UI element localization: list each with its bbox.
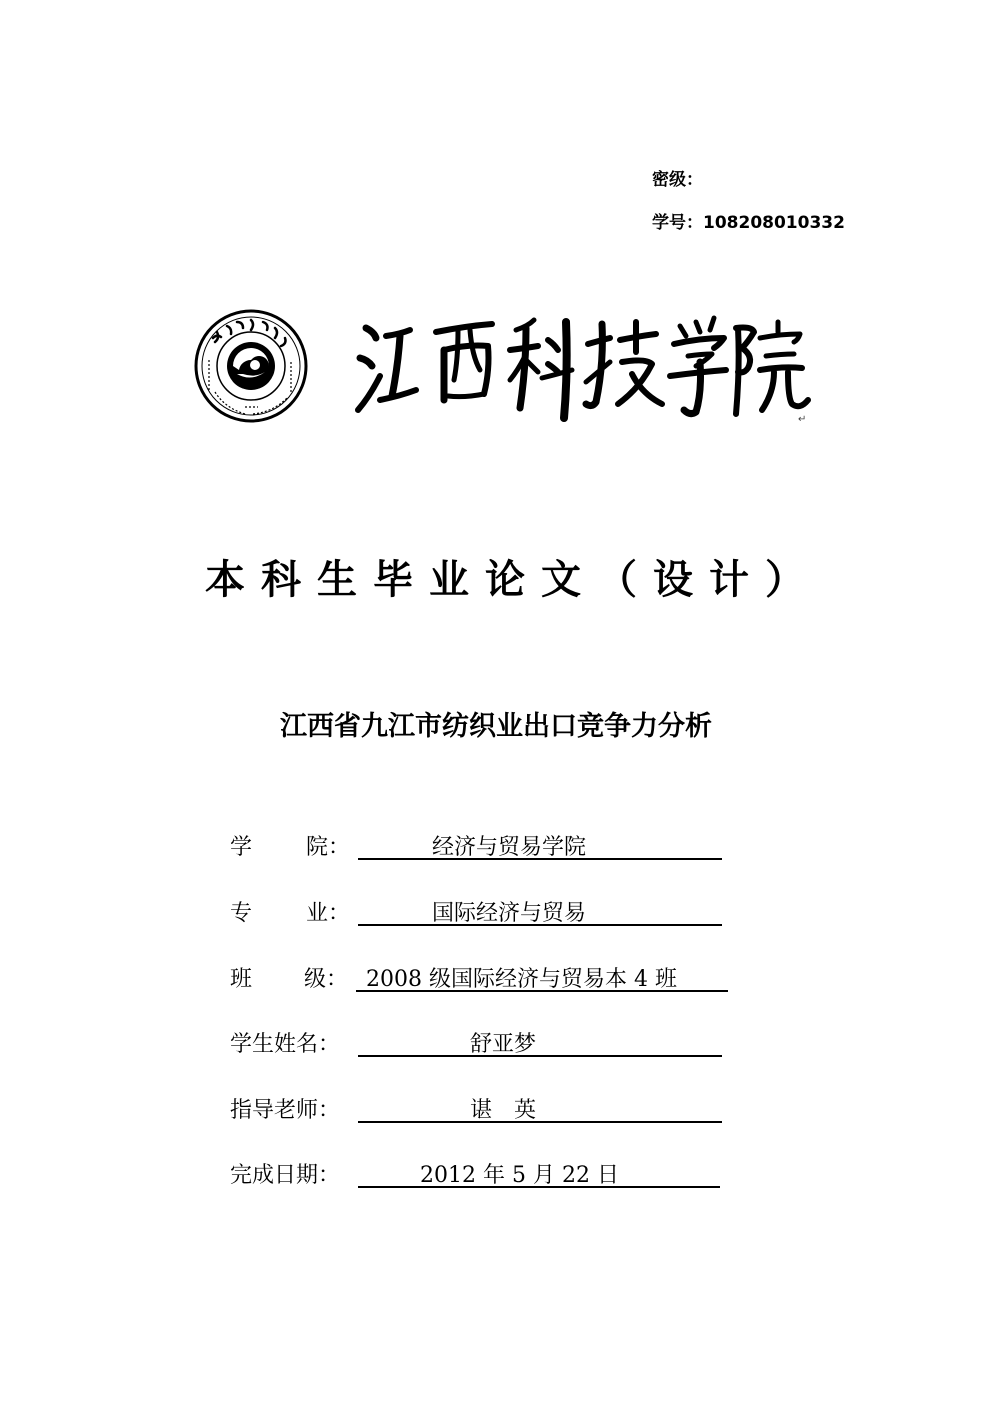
major-value: 国际经济与贸易 [432, 901, 587, 926]
class-value-field [356, 962, 728, 992]
info-row-class [230, 962, 730, 996]
info-row-college [230, 830, 730, 864]
student-name-label: 学生姓名： [230, 1032, 341, 1057]
class-value: 2008 级国际经济与贸易本 4 班 [366, 967, 677, 992]
document-type-heading: 本科生毕业论文（设计） [205, 557, 821, 603]
university-name-calligraphy [352, 300, 812, 430]
info-row-advisor [230, 1093, 730, 1127]
major-label: 专 业： [230, 901, 351, 926]
completion-date-label: 完成日期： [230, 1163, 341, 1188]
completion-date-field [358, 1158, 720, 1188]
advisor-field [358, 1093, 722, 1123]
student-name-field [358, 1027, 722, 1057]
paragraph-mark-icon: ↵ [798, 414, 807, 425]
info-row-student [230, 1027, 730, 1061]
info-row-date [230, 1158, 730, 1192]
student-id-value: 108208010332 [703, 213, 845, 233]
major-value-field [358, 896, 722, 926]
student-id-row [652, 208, 845, 233]
secret-level-label: 密级： [652, 170, 703, 190]
advisor-label: 指导老师： [230, 1098, 341, 1123]
student-name-value: 舒亚梦 [470, 1032, 537, 1057]
college-value: 经济与贸易学院 [432, 835, 587, 860]
completion-date-value: 2012 年 5 月 22 日 [420, 1163, 619, 1188]
college-label: 学 院： [230, 835, 351, 860]
advisor-value: 谌 英 [470, 1098, 537, 1123]
secret-level-row [652, 165, 703, 190]
info-row-major [230, 896, 730, 930]
student-id-label: 学号： [652, 213, 703, 233]
thesis-title: 江西省九江市纺织业出口竞争力分析 [280, 711, 712, 742]
class-label: 班 级： [230, 967, 349, 992]
university-seal-icon [193, 308, 309, 424]
college-value-field [358, 830, 722, 860]
